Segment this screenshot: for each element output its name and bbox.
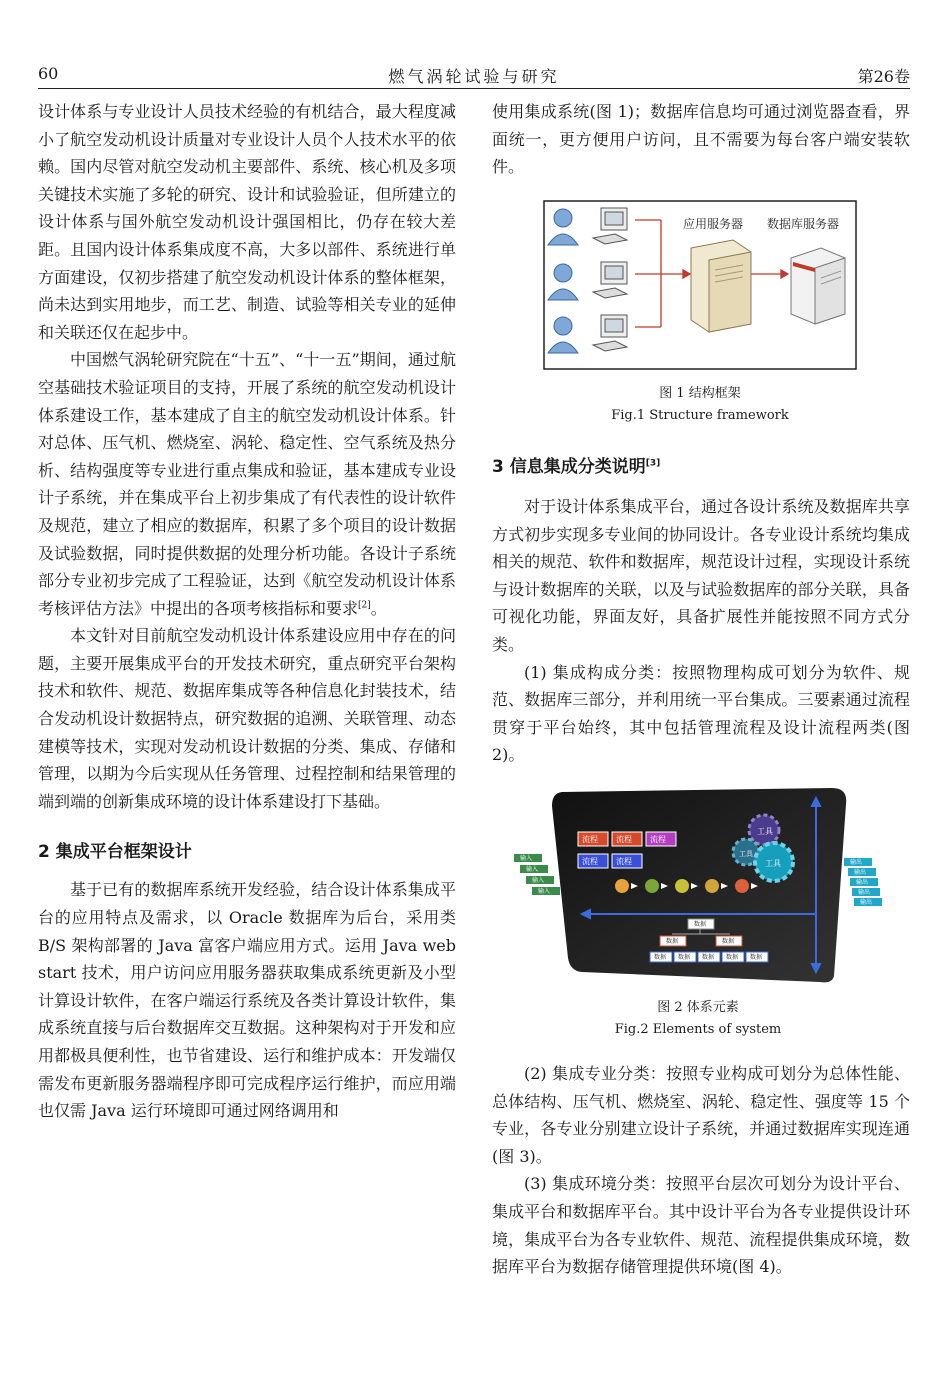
gear-icon: [749, 815, 779, 845]
data-label: 数据: [654, 954, 667, 961]
left-paragraph-1: 设计体系与专业设计人员技术经验的有机结合，最大程度减小了航空发动机设计质量对专业设计人员个人技术水平的依赖。国内尽管对航空发动机主要部件、系统、核心机及多项关键技术实施了多轮的研究、设计和试验验证，但所建立的设计体系与国外航空发动机设计强国相比，仍存在较大差距。且国内设计体系集成度不高，大多以部件、系统进行单方面建设，仅初步搭建了航空发动机设计体系的整体框架，尚未达到实用地步，而工艺、制造、试验等相关专业的延伸和关联还仅在起步中。: [38, 102, 456, 342]
data-label: 数据: [722, 938, 735, 945]
flow-label: 流程: [582, 835, 598, 844]
input-label: 输入: [538, 888, 551, 895]
data-label: 数据: [694, 921, 707, 928]
right-paragraph-1: 使用集成系统(图 1)；数据库信息均可通过浏览器查看，界面统一，更方便用户访问，且不需要为每台客户端安装软件。: [492, 102, 910, 177]
left-paragraph-3: 本文针对目前航空发动机设计体系建设应用中存在的问题，主要开展集成平台的开发技术研究，重点研究平台架构技术和软件、规范、数据库集成等各种信息化封装技术，结合发动机设计数据特点，研究数据的追溯、关联管理、动态建模等技术，实现对发动机设计数据的分类、集成、存储和管理，以期为今后实现从任务管理、过程控制和结果管理的端到端的创新集成环境的设计体系建设打下基础。: [38, 626, 456, 811]
output-label: 输出: [858, 889, 871, 896]
right-paragraph-4: (2) 集成专业分类：按照专业构成可划分为总体性能、总体结构、压气机、燃烧室、涡轮、稳定性、强度等 15 个专业，各专业分别建立设计子系统，并通过数据库实现连通(图 3)。: [492, 1064, 910, 1166]
db-server-icon: [791, 248, 845, 324]
flow-label: 流程: [616, 857, 632, 866]
page-number: 60: [38, 64, 59, 83]
tool-label: 工具: [757, 827, 773, 836]
app-server-icon: [691, 240, 751, 332]
output-label: 输出: [854, 869, 867, 876]
gear-icon: [755, 843, 793, 881]
data-label: 数据: [750, 954, 763, 961]
right-column-section-3: [492, 452, 910, 769]
tool-label: 工具: [765, 859, 781, 868]
data-label: 数据: [726, 954, 739, 961]
right-column: [492, 98, 910, 181]
db-server-label: 数据库服务器: [767, 217, 840, 231]
paragraph-2-end: 。: [370, 598, 387, 618]
left-column: [38, 98, 456, 1125]
figure-2-caption-en: Fig.2 Elements of system: [614, 1022, 782, 1037]
flow-label: 流程: [650, 835, 666, 844]
section-3-title: 3 信息集成分类说明: [492, 457, 646, 477]
left-paragraph-4: 基于已有的数据库系统开发经验，结合设计体系集成平台的应用特点及需求，以 Oracle 数据库为后台，采用类 B/S 架构部署的 Java 富客户端应用方式。运用 Java web start 技术，用户访问应用服务器获取集成系统更新及小型计算设计软件，在客户端运行系统及各类计算设计软件，集成系统直接与后台数据库交互数据。这种架构对于开发和应用都极具便利性，也节省建设、运行和维护成本：开发端仅需发布更新服务器端程序即可完成程序运行维护，而应用端也仅需 Java 运行环境即可通过网络调用和: [38, 880, 456, 1121]
paragraph-2-text: 中国燃气涡轮研究院在“十五”、“十一五”期间，通过航空基础技术验证项目的支持，开展了系统的航空发动机设计体系建设工作，基本建成了自主的航空发动机设计体系。针对总体、压气机、燃烧室、涡轮、稳定性、空气系统及热分析、结构强度等专业进行重点集成和验证，基本建成专业设计子系统，并在集成平台上初步集成了有代表性的设计软件及规范，建立了相应的数据库，积累了多个项目的设计数据及试验数据，同时提供数据的处理分析功能。各设计子系统部分专业初步完成了工程验证，达到《航空发动机设计体系考核评估方法》中提出的各项考核指标和要求: [38, 350, 456, 618]
figure-1-caption-zh: 图 1 结构框架: [659, 386, 741, 401]
flow-label: 流程: [616, 835, 632, 844]
reference-3: [3]: [645, 458, 661, 469]
app-server-label: 应用服务器: [683, 217, 744, 231]
input-label: 输入: [526, 866, 539, 873]
flow-label: 流程: [582, 857, 598, 866]
left-paragraph-2: [38, 346, 456, 622]
data-label: 数据: [678, 954, 691, 961]
output-label: 输出: [856, 879, 869, 886]
figure-2-caption-zh: 图 2 体系元素: [657, 1000, 739, 1015]
structure-diagram: [543, 200, 857, 370]
right-paragraph-2: 对于设计体系集成平台，通过各设计系统及数据库共享方式初步实现多专业间的协同设计。各专业设计系统均集成相关的规范、软件和数据库，规范设计过程，实现设计系统与设计数据库的关联，以及与试验数据库的部分关联，具备可视化功能，界面友好，具备扩展性并能按照不同方式分类。: [492, 497, 910, 654]
figure-2: [512, 786, 884, 986]
right-paragraph-5: (3) 集成环境分类：按照平台层次可划分为设计平台、集成平台和数据库平台。其中设计平台为各专业提供设计环境，集成平台为各专业软件、规范、流程提供集成环境，数据库平台为数据存储管理提供环境(图 4)。: [492, 1174, 910, 1277]
tool-label: 工具: [739, 850, 753, 858]
section-2-heading: 2 集成平台框架设计: [38, 842, 192, 863]
data-label: 数据: [666, 938, 679, 945]
section-3-heading: [492, 452, 910, 477]
right-column-lower: [492, 1060, 910, 1281]
header-rule: [38, 88, 910, 89]
output-label: 输出: [860, 899, 873, 906]
input-label: 输入: [532, 877, 545, 884]
system-elements-diagram: [512, 786, 884, 986]
reference-2: [2]: [358, 600, 371, 611]
page-header: [38, 60, 910, 90]
volume-label: 第26卷: [857, 67, 910, 86]
data-label: 数据: [702, 954, 715, 961]
journal-title: 燃气涡轮试验与研究: [388, 67, 560, 86]
right-paragraph-3: (1) 集成构成分类：按照物理构成可划分为软件、规范、数据库三部分，并利用统一平台集成。三要素通过流程贯穿于平台始终，其中包括管理流程及设计流程两类(图 2)。: [492, 662, 910, 765]
output-label: 输出: [850, 859, 863, 866]
input-label: 输入: [520, 855, 533, 862]
figure-1: [543, 200, 857, 370]
figure-1-caption-en: Fig.1 Structure framework: [611, 408, 789, 423]
